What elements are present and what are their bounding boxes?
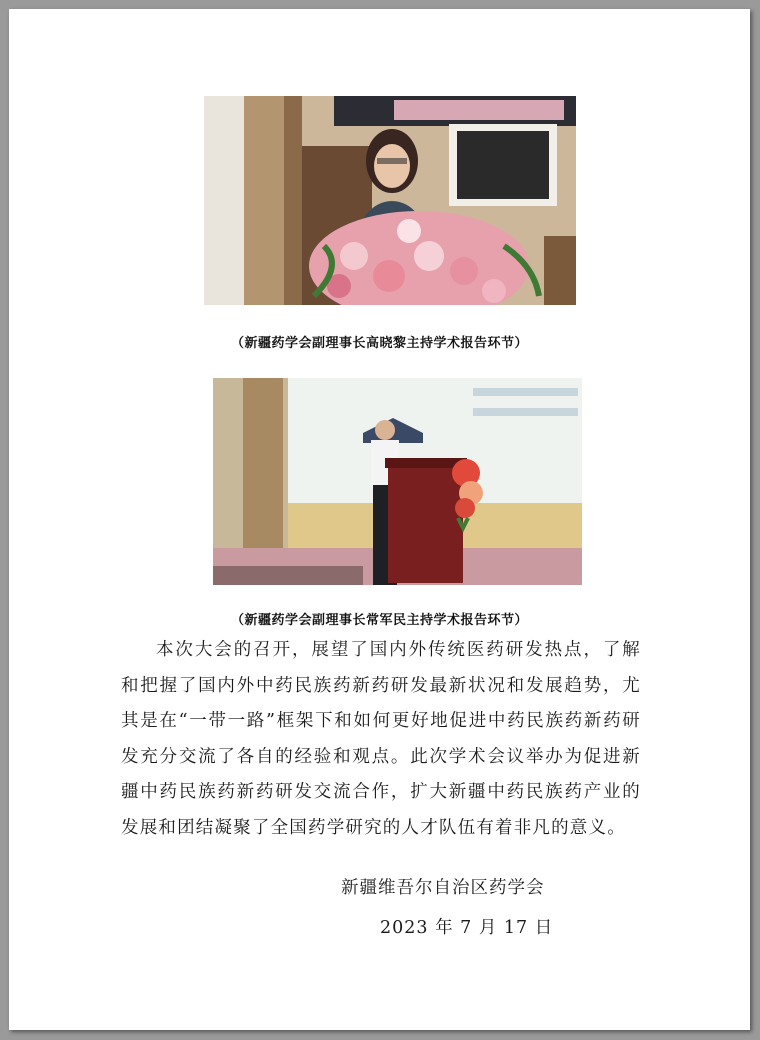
- body-paragraph: 本次大会的召开，展望了国内外传统医药研发热点，了解和把握了国内外中药民族药新药研发最新状况和发展趋势，尤其是在“一带一路”框架下和如何更好地促进中药民族药新药研发充分交流了各自的经验和观点。此次学术会议举办为促进新疆中药民族药新药研发交流合作，扩大新疆中药民族药产业的发展和团结凝聚了全国药学研究的人才队伍有着非凡的意义。: [121, 640, 641, 838]
- photo-caption-2: （新疆药学会副理事长常军民主持学术报告环节）: [230, 613, 528, 628]
- document-page: [9, 9, 750, 1030]
- speaker-photo-2: [213, 378, 582, 585]
- signature-organization: 新疆维吾尔自治区药学会: [341, 878, 545, 898]
- photo-caption-1: （新疆药学会副理事长高晓黎主持学术报告环节）: [230, 336, 528, 351]
- speaker-photo-1: [204, 96, 576, 305]
- signature-date: 2023 年 7 月 17 日: [380, 918, 554, 938]
